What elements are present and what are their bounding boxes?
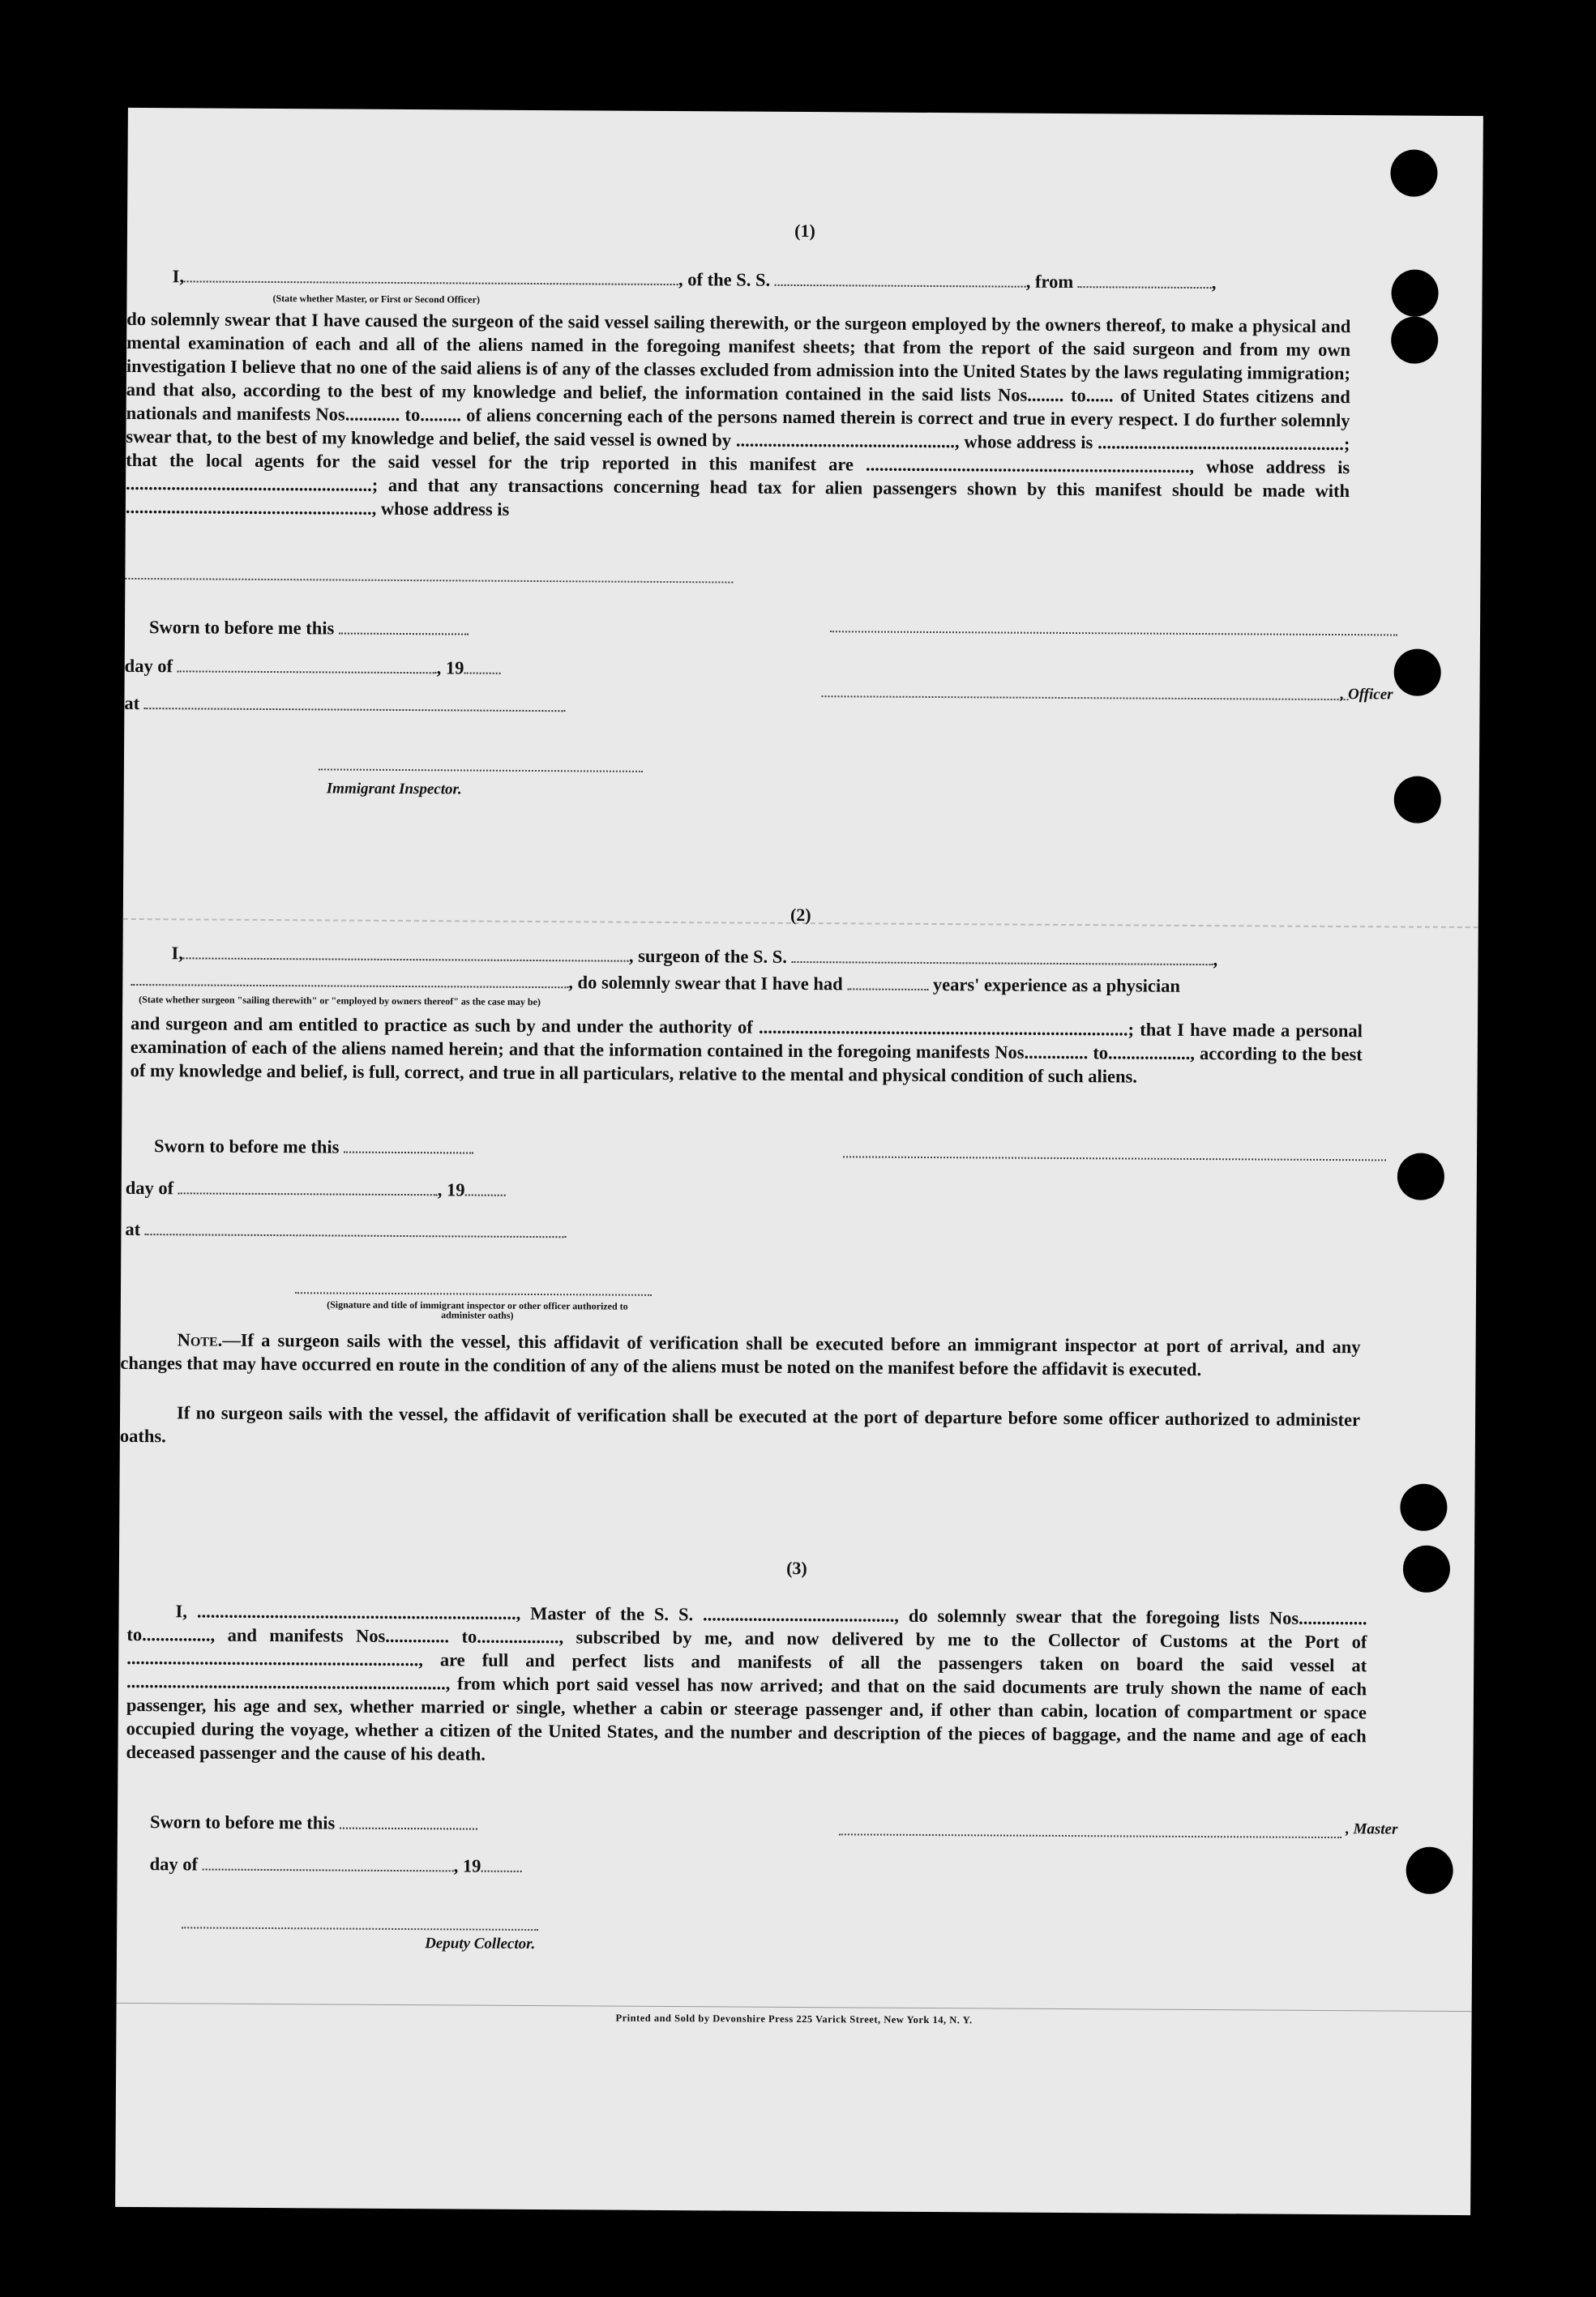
section-2-signature-caption: (Signature and title of immigrant inspector or other officer authorized to administer oaths)	[327, 1298, 628, 1321]
punch-hole	[1390, 149, 1437, 196]
section-1-body: do solemnly swear that I have caused the surgeon of the said vessel sailing therewith, or the surgeon employed by the owners thereof, to make a physical and mental examination of each and all of the aliens named in the foregoing manifest sheets; that from the report of the said surgeon and from my own investigation I believe that no one of the said aliens is of any of the classes excluded from admission into the United States by the laws regulating immigration; and that also, according to the best of my knowledge and belief, the information contained in the said lists Nos........ to...... of United States citizens and nationals and manifests Nos............ to......... of aliens concerning each of the persons named therein is correct and true in every respect. I do further solemnly swear that, to the best of my knowledge and belief, the said vessel is owned by ................................................, whose address is ......................................................; that the local agents for the said vessel for the trip reported in this manifest are ......................................................................., whose address is ......................................................; and that any transactions concerning head tax for alien passengers shown by this manifest should be made with ......................................................, whose address is	[125, 308, 1351, 520]
collector-title: Deputy Collector.	[425, 1935, 536, 1953]
signature-line[interactable]	[839, 1833, 1341, 1838]
section-2-number: (2)	[789, 904, 811, 926]
signature-line[interactable]	[295, 1292, 652, 1296]
punch-hole	[1406, 1847, 1453, 1894]
section-2-at: at	[125, 1219, 567, 1243]
section-1-number: (1)	[794, 220, 815, 242]
signature-line[interactable]	[821, 695, 1348, 700]
blank-field[interactable]	[340, 1828, 477, 1830]
signature-line[interactable]	[830, 631, 1397, 635]
printer-imprint: Printed and Sold by Devonshire Press 225 Varick Street, New York 14, N. Y.	[615, 2012, 973, 2026]
master-title: , Master	[1345, 1820, 1398, 1838]
punch-hole	[1391, 316, 1438, 363]
blank-field[interactable]	[178, 1192, 438, 1196]
section-2-oath-line: I, , surgeon of the S. S. ,	[171, 943, 1218, 970]
blank-field[interactable]	[184, 280, 678, 285]
blank-field[interactable]	[183, 957, 629, 961]
officer-title: , Officer	[1340, 686, 1393, 704]
blank-field[interactable]	[775, 284, 1026, 288]
blank-field[interactable]	[481, 1871, 521, 1872]
blank-field[interactable]	[339, 633, 469, 635]
punch-hole	[1394, 648, 1441, 695]
inspector-title: Immigrant Inspector.	[326, 780, 462, 798]
note-label: Note.	[177, 1329, 223, 1350]
blank-field[interactable]	[125, 578, 733, 584]
section-1-at: at	[124, 693, 566, 716]
section-3-number: (3)	[786, 1557, 807, 1579]
blank-field[interactable]	[145, 1234, 567, 1238]
blank-field[interactable]	[131, 984, 568, 988]
section-2-body: and surgeon and am entitled to practice as such by and under the authority of .................................................................................; that I have made a personal examination of each of the aliens named herein; and that the information contained in the foregoing manifests Nos.............. to.................., according to the best of my knowledge and belief, is full, correct, and true in all particulars, relative to the mental and physical condition of such aliens.	[130, 1012, 1363, 1087]
section-2-experience-line: , do solemnly swear that I have had years' experience as a physician	[131, 969, 1180, 997]
section-3-sworn: Sworn to before me this	[150, 1812, 477, 1834]
punch-hole	[1397, 1153, 1444, 1200]
signature-line[interactable]	[843, 1156, 1386, 1161]
section-1-oath-line: I, , of the S. S. , from ,	[172, 266, 1217, 293]
section-2-note-2: If no surgeon sails with the vessel, the affidavit of verification shall be executed at the port of departure before some officer authorized to administer oaths.	[119, 1402, 1361, 1447]
blank-field[interactable]	[847, 988, 928, 990]
punch-hole	[1394, 776, 1441, 823]
section-2-caption: (State whether surgeon "sailing therewith" or "employed by owners thereof" as the case may be)	[139, 994, 541, 1008]
section-2-note: Note.—If a surgeon sails with the vessel, this affidavit of verification shall be executed before an immigrant inspector at port of arrival, and any changes that may have occurred en route in the condition of any of the aliens must be noted on the manifest before the affidavit is executed.	[120, 1329, 1361, 1380]
section-3-body: I, ......................................................................, Master of the S. S. .........................................., do solemnly swear that the foregoing lists Nos............... to..............., and manifests Nos.............. to.................., subscribed by me, and now delivered by me to the Collector of Customs at the Port of ................................................................, are full and perfect lists and manifests of all the passengers taken on board the said vessel at ......................................................................, from which port said vessel has now arrived; and that on the said documents are truly shown the name of each passenger, his age and sex, whether married or single, whether a cabin or steerage passenger and, if other than cabin, location of compartment or space occupied during the voyage, whether a citizen of the United States, and the number and description of the pieces of baggage, and the name and age of each deceased passenger and the cause of his death.	[126, 1601, 1367, 1764]
section-3-day: day of , 19	[150, 1854, 522, 1877]
punch-hole	[1400, 1484, 1447, 1531]
blank-field[interactable]	[1078, 286, 1212, 289]
section-2-day: day of , 19	[126, 1178, 506, 1201]
signature-line[interactable]	[319, 768, 643, 772]
blank-field[interactable]	[792, 961, 1213, 965]
blank-field[interactable]	[344, 1152, 473, 1154]
blank-field[interactable]	[203, 1869, 454, 1872]
section-1-sworn: Sworn to before me this	[149, 617, 469, 639]
signature-line[interactable]	[182, 1927, 538, 1931]
blank-field[interactable]	[464, 672, 500, 674]
manifest-reverse-page	[115, 108, 1483, 2215]
blank-field[interactable]	[178, 670, 437, 674]
blank-field[interactable]	[464, 1194, 505, 1196]
section-1-day: day of , 19	[125, 656, 501, 679]
punch-hole	[1391, 269, 1438, 316]
section-1-caption: (State whether Master, or First or Second Officer)	[272, 293, 481, 306]
blank-field[interactable]	[144, 708, 566, 712]
section-2-sworn: Sworn to before me this	[154, 1136, 473, 1158]
